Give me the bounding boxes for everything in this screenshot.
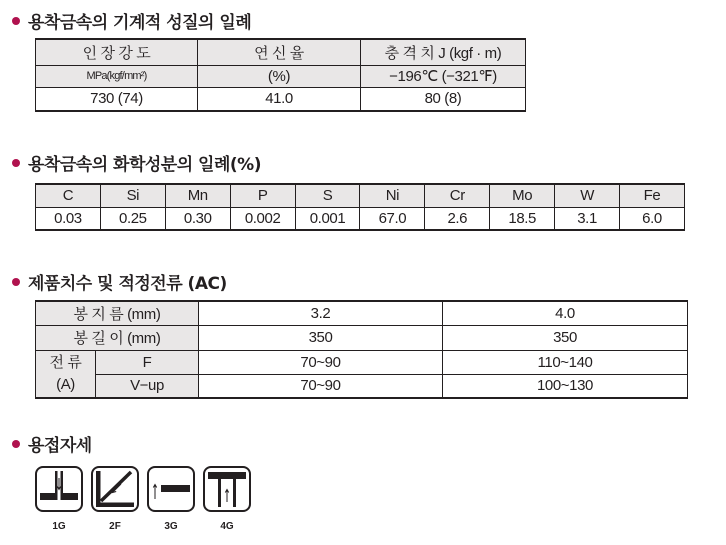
flat-value: 110~140 [443, 350, 688, 374]
bullet-icon [12, 278, 20, 286]
element-value: 6.0 [620, 207, 685, 230]
flat-groove-icon [35, 466, 83, 512]
elongation-unit: (%) [198, 65, 361, 87]
position-label: 1G [52, 521, 66, 532]
element-header: W [555, 184, 620, 207]
dimensions-section-title [12, 269, 227, 294]
vertical-groove-icon [147, 466, 195, 512]
element-value: 18.5 [490, 207, 555, 230]
vup-value: 70~90 [199, 374, 443, 398]
elongation-value: 41.0 [198, 87, 361, 111]
diameter-value: 3.2 [199, 301, 443, 325]
mechanical-section-title [12, 8, 251, 33]
element-value: 0.25 [100, 207, 165, 230]
element-header: Si [100, 184, 165, 207]
position-item [147, 466, 195, 532]
positions-title-text: 용접자세 [28, 436, 92, 456]
current-label [36, 350, 96, 398]
positions-section-title [12, 431, 92, 456]
current-label-line2: (A) [56, 375, 75, 393]
horizontal-fillet-icon [91, 466, 139, 512]
element-value: 0.03 [36, 207, 101, 230]
length-value: 350 [199, 325, 443, 350]
element-value: 0.002 [230, 207, 295, 230]
element-value: 3.1 [555, 207, 620, 230]
flat-label: F [96, 350, 199, 374]
position-label: 3G [164, 521, 178, 532]
element-value: 0.30 [165, 207, 230, 230]
tensile-header: 인 장 강 도 [36, 39, 198, 65]
tensile-unit: MPa(kgf/mm²) [36, 65, 198, 87]
length-value: 350 [443, 325, 688, 350]
vup-label: V−up [96, 374, 199, 398]
dimensions-title-text: 제품치수 및 적정전류 (AC) [28, 274, 227, 294]
mechanical-table [35, 38, 526, 112]
element-header: P [230, 184, 295, 207]
position-item [35, 466, 83, 532]
element-header: Fe [620, 184, 685, 207]
vup-value: 100~130 [443, 374, 688, 398]
element-value: 2.6 [425, 207, 490, 230]
chemical-title-text: 용착금속의 화학성분의 일례(%) [28, 155, 261, 175]
bullet-icon [12, 159, 20, 167]
element-value: 67.0 [360, 207, 425, 230]
element-header: Mn [165, 184, 230, 207]
flat-value: 70~90 [199, 350, 443, 374]
dimensions-table [35, 300, 688, 399]
overhead-groove-icon [203, 466, 251, 512]
position-label: 4G [220, 521, 234, 532]
element-header: Mo [490, 184, 555, 207]
element-header: Ni [360, 184, 425, 207]
diameter-label: 봉 지 름 (mm) [36, 301, 199, 325]
mechanical-title-text: 용착금속의 기계적 성질의 일례 [28, 13, 252, 33]
elongation-header: 연 신 율 [198, 39, 361, 65]
position-item [91, 466, 139, 532]
chemical-table [35, 183, 685, 231]
chemical-section-title [12, 150, 261, 175]
bullet-icon [12, 17, 20, 25]
element-header: S [295, 184, 360, 207]
current-label-line1: 전 류 [49, 353, 82, 371]
impact-temp: −196℃ (−321℉) [361, 65, 526, 87]
welding-positions [35, 466, 251, 532]
diameter-value: 4.0 [443, 301, 688, 325]
impact-value: 80 (8) [361, 87, 526, 111]
position-label: 2F [109, 521, 121, 532]
element-value: 0.001 [295, 207, 360, 230]
bullet-icon [12, 440, 20, 448]
impact-header: 충 격 치 J (kgf · m) [361, 39, 526, 65]
position-item [203, 466, 251, 532]
element-header: Cr [425, 184, 490, 207]
length-label: 봉 길 이 (mm) [36, 325, 199, 350]
tensile-value: 730 (74) [36, 87, 198, 111]
element-header: C [36, 184, 101, 207]
